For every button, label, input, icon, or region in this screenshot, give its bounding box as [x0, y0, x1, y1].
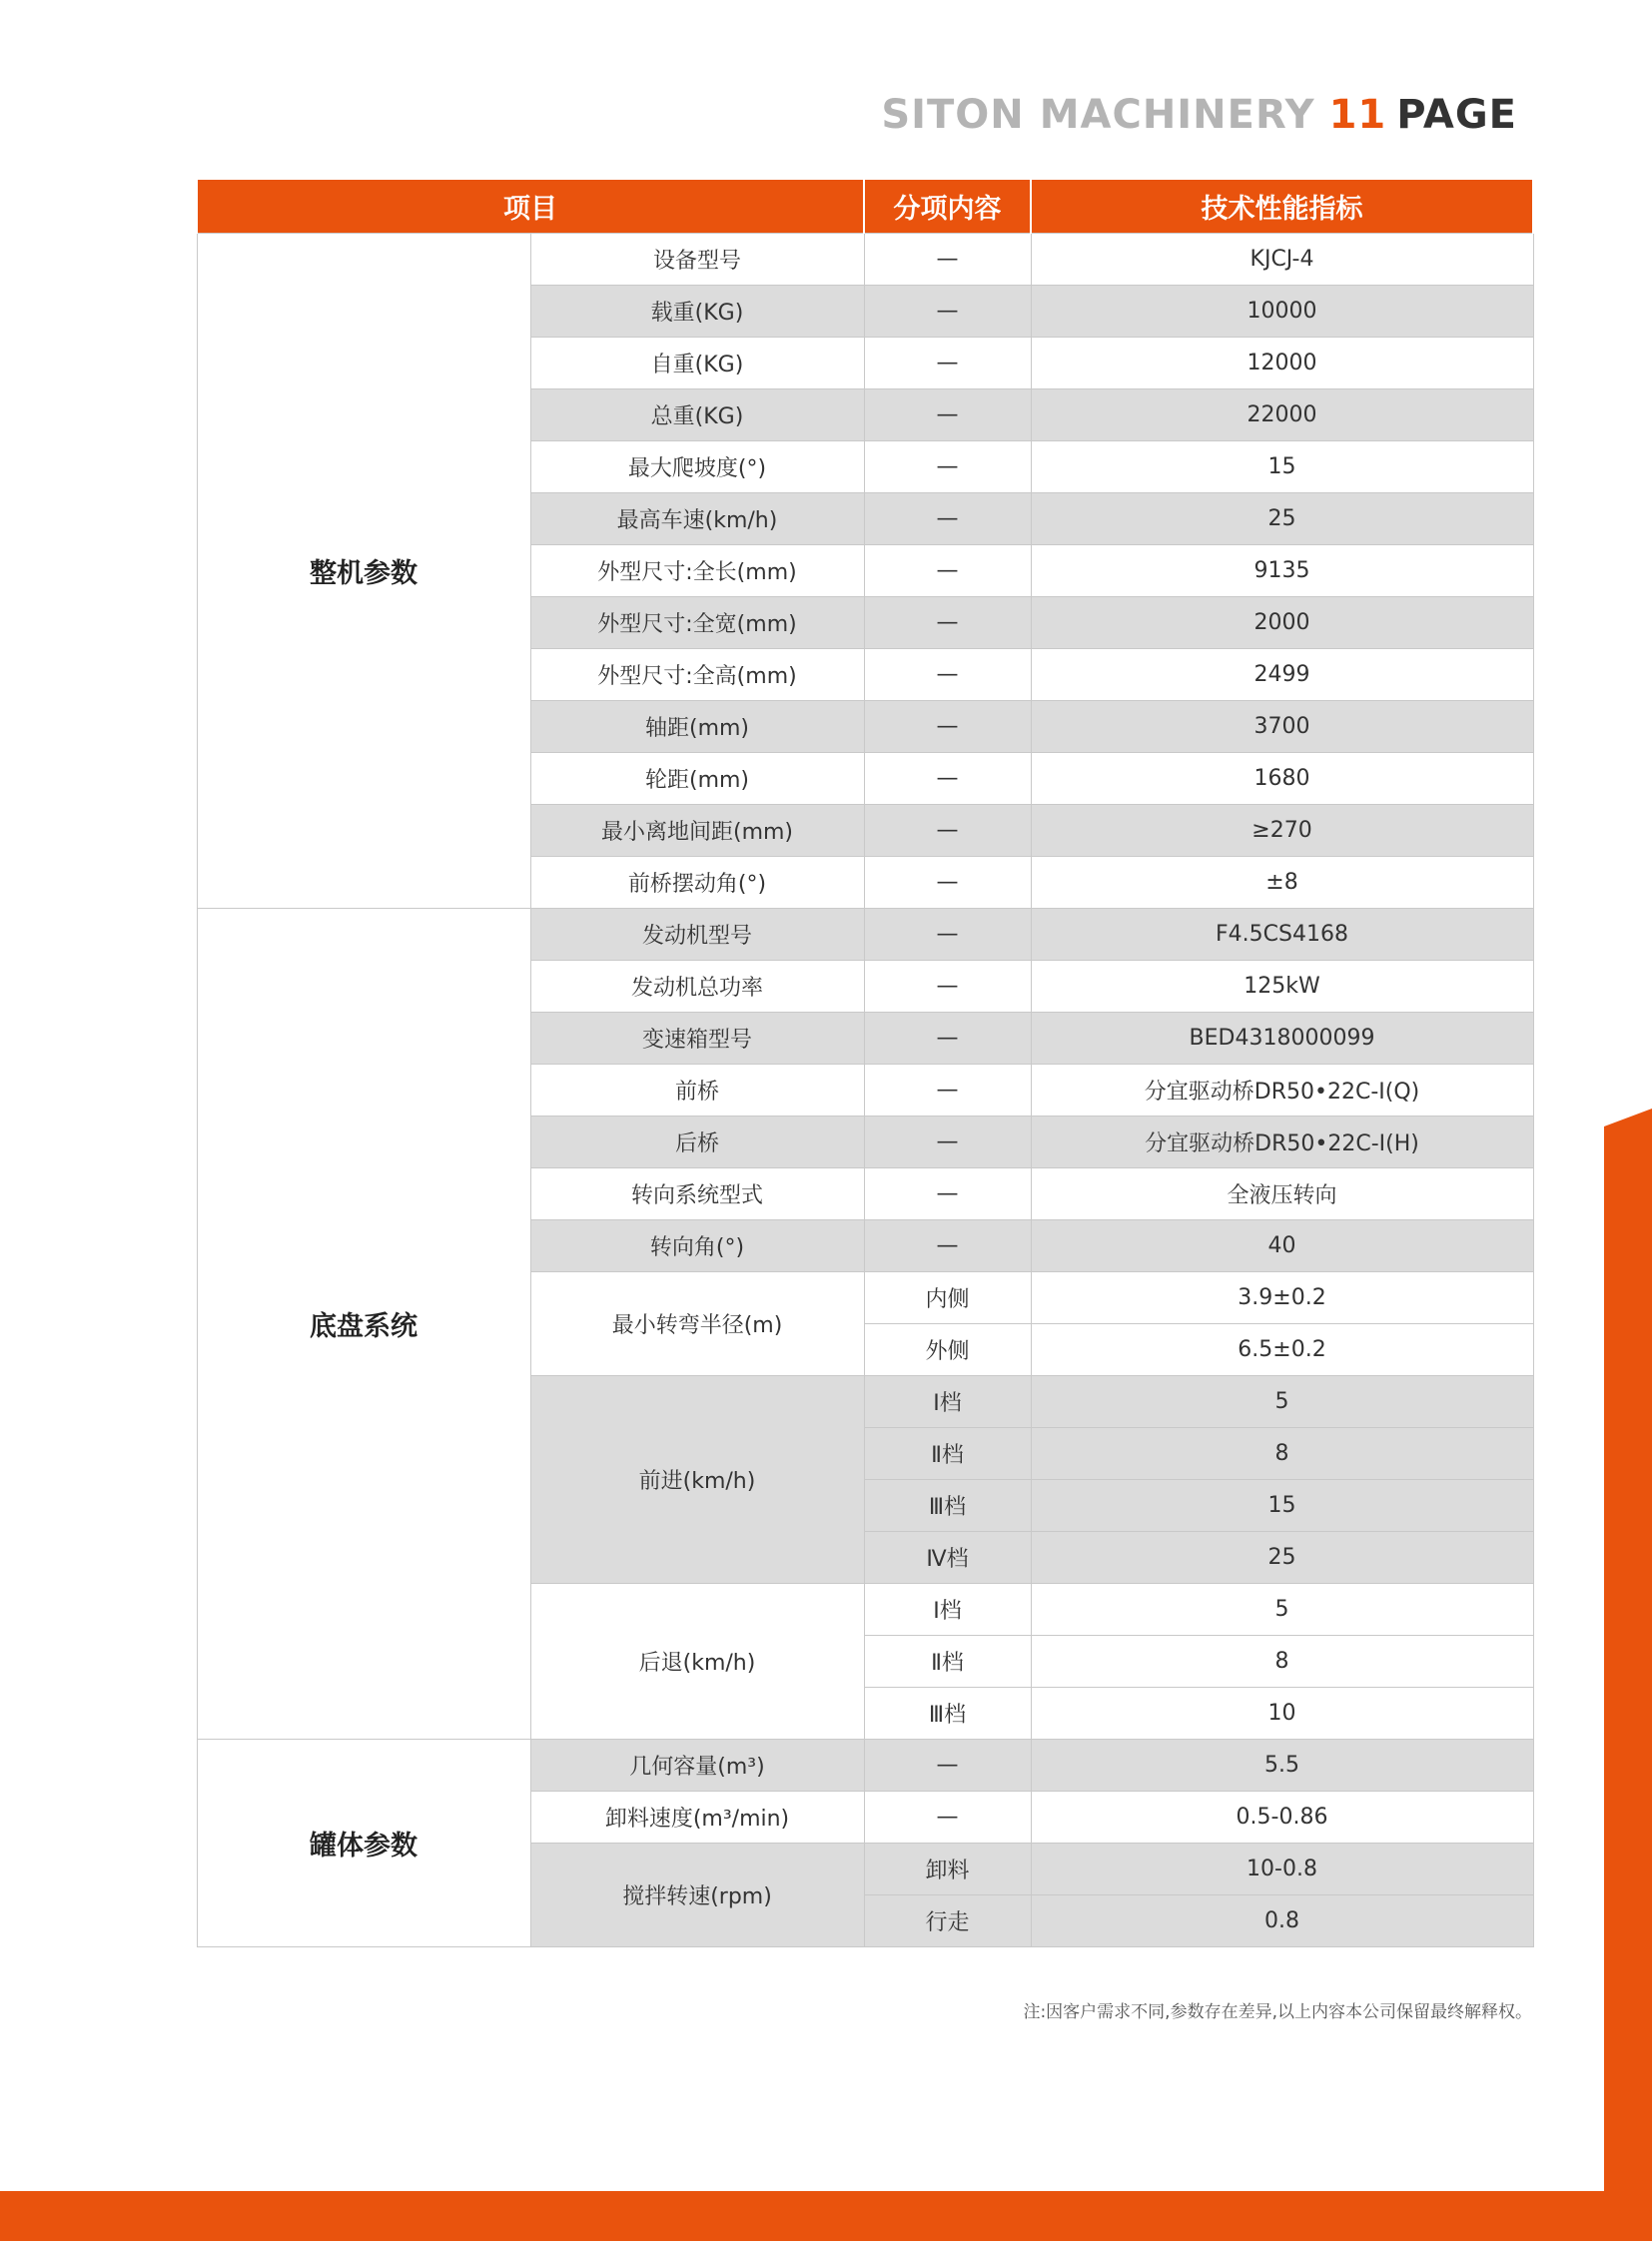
param-value: 分宜驱动桥DR50•22C-I(Q) [1031, 1065, 1533, 1117]
side-accent-shape [1604, 1109, 1652, 2241]
param-subitem: Ⅰ档 [864, 1584, 1031, 1636]
param-value: BED4318000099 [1031, 1013, 1533, 1065]
param-subitem: — [864, 961, 1031, 1013]
param-subitem: 卸料 [864, 1844, 1031, 1895]
param-label: 最小转弯半径(m) [530, 1272, 864, 1376]
param-label: 搅拌转速(rpm) [530, 1844, 864, 1947]
group-label: 底盘系统 [197, 909, 530, 1740]
param-label: 最高车速(km/h) [530, 493, 864, 545]
param-value: 5 [1031, 1584, 1533, 1636]
param-label: 总重(KG) [530, 389, 864, 441]
param-subitem: — [864, 234, 1031, 286]
param-subitem: — [864, 1740, 1031, 1792]
table-row [197, 1740, 1533, 1792]
param-value: F4.5CS4168 [1031, 909, 1533, 961]
param-label: 外型尺寸:全长(mm) [530, 545, 864, 597]
param-label: 转向系统型式 [530, 1168, 864, 1220]
table-row [197, 909, 1533, 961]
spec-table [196, 180, 1534, 1947]
param-subitem: — [864, 597, 1031, 649]
param-value: 25 [1031, 493, 1533, 545]
spec-table-body [197, 234, 1533, 1947]
param-value: 9135 [1031, 545, 1533, 597]
param-value: 2000 [1031, 597, 1533, 649]
header-spec: 技术性能指标 [1031, 180, 1533, 234]
param-label: 前桥摆动角(°) [530, 857, 864, 909]
param-value: 5.5 [1031, 1740, 1533, 1792]
header-subitem: 分项内容 [864, 180, 1031, 234]
param-value: 分宜驱动桥DR50•22C-I(H) [1031, 1117, 1533, 1168]
param-value: 10000 [1031, 286, 1533, 338]
group-label: 整机参数 [197, 234, 530, 909]
param-label: 外型尺寸:全宽(mm) [530, 597, 864, 649]
page-word: PAGE [1396, 92, 1517, 138]
param-subitem: 内侧 [864, 1272, 1031, 1324]
param-label: 发动机总功率 [530, 961, 864, 1013]
param-value: 12000 [1031, 338, 1533, 389]
param-subitem: — [864, 805, 1031, 857]
param-subitem: Ⅰ档 [864, 1376, 1031, 1428]
param-value: 3.9±0.2 [1031, 1272, 1533, 1324]
param-value: 125kW [1031, 961, 1533, 1013]
param-value: 15 [1031, 1480, 1533, 1532]
param-value: 8 [1031, 1428, 1533, 1480]
page-number: 11 [1328, 92, 1387, 138]
param-subitem: — [864, 753, 1031, 805]
param-value: 全液压转向 [1031, 1168, 1533, 1220]
param-subitem: — [864, 286, 1031, 338]
param-label: 自重(KG) [530, 338, 864, 389]
footnote: 注:因客户需求不同,参数存在差异,以上内容本公司保留最终解释权。 [1023, 2002, 1532, 2022]
param-subitem: — [864, 493, 1031, 545]
param-subitem: 行走 [864, 1895, 1031, 1947]
param-subitem: — [864, 1168, 1031, 1220]
param-subitem: — [864, 1117, 1031, 1168]
param-label: 前桥 [530, 1065, 864, 1117]
param-subitem: Ⅱ档 [864, 1428, 1031, 1480]
param-label: 载重(KG) [530, 286, 864, 338]
param-subitem: — [864, 441, 1031, 493]
param-label: 变速箱型号 [530, 1013, 864, 1065]
param-subitem: — [864, 389, 1031, 441]
param-value: 1680 [1031, 753, 1533, 805]
param-value: 10-0.8 [1031, 1844, 1533, 1895]
brand-name: SITON MACHINERY [881, 92, 1315, 138]
param-subitem: — [864, 338, 1031, 389]
param-value: 6.5±0.2 [1031, 1324, 1533, 1376]
param-subitem: — [864, 649, 1031, 701]
param-value: 8 [1031, 1636, 1533, 1688]
param-label: 轮距(mm) [530, 753, 864, 805]
param-subitem: — [864, 909, 1031, 961]
param-value: 10 [1031, 1688, 1533, 1740]
param-subitem: 外侧 [864, 1324, 1031, 1376]
param-label: 后桥 [530, 1117, 864, 1168]
param-value: 0.8 [1031, 1895, 1533, 1947]
param-value: 5 [1031, 1376, 1533, 1428]
group-label: 罐体参数 [197, 1740, 530, 1947]
bottom-accent-bar [0, 2191, 1652, 2241]
brand-header [881, 92, 1517, 138]
param-value: 22000 [1031, 389, 1533, 441]
param-label: 转向角(°) [530, 1220, 864, 1272]
param-value: 25 [1031, 1532, 1533, 1584]
param-subitem: — [864, 701, 1031, 753]
param-label: 最大爬坡度(°) [530, 441, 864, 493]
param-label: 前进(km/h) [530, 1376, 864, 1584]
param-subitem: Ⅲ档 [864, 1688, 1031, 1740]
param-value: ±8 [1031, 857, 1533, 909]
param-subitem: Ⅳ档 [864, 1532, 1031, 1584]
param-label: 几何容量(m³) [530, 1740, 864, 1792]
param-subitem: — [864, 1220, 1031, 1272]
header-item: 项目 [197, 180, 864, 234]
table-header-row [197, 180, 1533, 234]
param-value: 2499 [1031, 649, 1533, 701]
param-subitem: — [864, 1792, 1031, 1844]
param-value: KJCJ-4 [1031, 234, 1533, 286]
param-value: 40 [1031, 1220, 1533, 1272]
param-subitem: — [864, 1065, 1031, 1117]
param-value: ≥270 [1031, 805, 1533, 857]
param-label: 轴距(mm) [530, 701, 864, 753]
param-value: 3700 [1031, 701, 1533, 753]
table-row [197, 234, 1533, 286]
param-label: 设备型号 [530, 234, 864, 286]
param-label: 后退(km/h) [530, 1584, 864, 1740]
param-label: 卸料速度(m³/min) [530, 1792, 864, 1844]
param-subitem: — [864, 857, 1031, 909]
param-label: 外型尺寸:全高(mm) [530, 649, 864, 701]
param-subitem: Ⅱ档 [864, 1636, 1031, 1688]
param-value: 15 [1031, 441, 1533, 493]
param-subitem: — [864, 1013, 1031, 1065]
param-value: 0.5-0.86 [1031, 1792, 1533, 1844]
param-subitem: Ⅲ档 [864, 1480, 1031, 1532]
param-subitem: — [864, 545, 1031, 597]
param-label: 最小离地间距(mm) [530, 805, 864, 857]
param-label: 发动机型号 [530, 909, 864, 961]
